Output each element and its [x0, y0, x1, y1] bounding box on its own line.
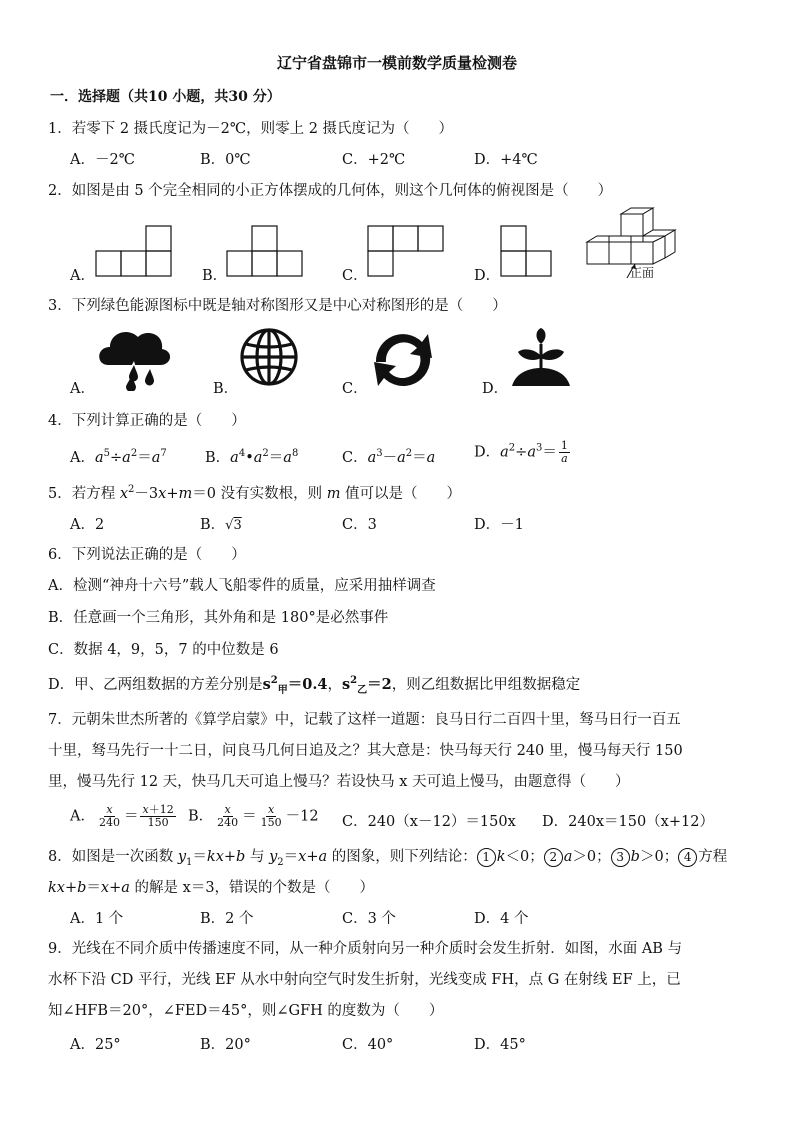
front-view-label: 正面 — [630, 266, 655, 280]
q2-figure-d — [500, 225, 556, 277]
q1-option-d[interactable]: D．+4℃ — [474, 152, 538, 168]
question-6: 6．下列说法正确的是（ ） — [48, 547, 246, 563]
q5-option-b[interactable]: B．√3 — [200, 517, 242, 533]
q2-figure-a — [95, 225, 175, 277]
q9-line-1: 9．光线在不同介质中传播速度不同，从一种介质射向另一种介质时会发生折射．如图，水面 AB 与 — [48, 941, 683, 957]
q3-option-c[interactable]: C． — [342, 381, 368, 397]
q9-option-b[interactable]: B．20° — [200, 1037, 251, 1053]
q8-option-d[interactable]: D．4 个 — [474, 911, 529, 927]
q7-line-1: 7．元朝朱世杰所著的《算学启蒙》中，记载了这样一道题：良马日行二百四十里，驽马日行一百五 — [48, 712, 681, 728]
q6-option-b[interactable]: B．任意画一个三角形，其外角和是 180°是必然事件 — [48, 610, 389, 626]
q9-line-2: 水杯下沿 CD 平行，光线 EF 从水中射向空气时发生折射，光线变成 FH，点 G 在射线 EF 上，已 — [48, 972, 681, 988]
q7-line-3: 里，慢马先行 12 天，快马几天可追上慢马？若设快马 x 天可追上慢马，由题意得（ ） — [48, 774, 630, 790]
question-7 — [48, 705, 748, 798]
question-2: 2．如图是由 5 个完全相同的小正方体摆成的几何体，则这个几何体的俯视图是（ ） — [48, 183, 613, 199]
q9-line-3: 知∠HFB＝20°，∠FED＝45°，则∠GFH 的度数为（ ） — [48, 1003, 444, 1019]
q1-option-c[interactable]: C．+2℃ — [342, 152, 406, 168]
q8-option-b[interactable]: B．2 个 — [200, 911, 254, 927]
question-1: 1．若零下 2 摄氏度记为－2℃，则零上 2 摄氏度记为（ ） — [48, 121, 454, 137]
q4-option-a[interactable]: A．$a^5\div a^2=a^7$ — [70, 448, 167, 466]
q4-option-d[interactable]: D．$a^2\div a^3=$ $\frac{1}{a}$ — [474, 439, 568, 465]
q2-figure-c — [367, 225, 447, 277]
question-4: 4．下列计算正确的是（ ） — [48, 413, 246, 429]
q9-option-a[interactable]: A．25° — [70, 1037, 121, 1053]
q4-option-c[interactable]: C．$a^3-a^2=a$ — [342, 448, 436, 466]
question-3: 3．下列绿色能源图标中既是轴对称图形又是中心对称图形的是（ ） — [48, 298, 507, 314]
q8-option-c[interactable]: C．3 个 — [342, 911, 396, 927]
q7-option-b[interactable]: B． $\frac{x}{240}$ ＝ $\frac{x}{150}$ －12 — [188, 803, 319, 829]
q3-option-a[interactable]: A． — [70, 381, 95, 397]
q6-option-d[interactable]: D．甲、乙两组数据的方差分别是$s^2_甲=0.4$，$s^2_乙=2$，则乙组数据比甲组数据稳定 — [48, 675, 581, 696]
q7-option-a[interactable]: A． $\frac{x}{240}$ ＝ $\frac{x+12}{150}$ — [70, 803, 174, 829]
q4-option-b[interactable]: B．$a^4•a^2=a^8$ — [205, 448, 299, 466]
q2-option-b[interactable]: B． — [202, 268, 228, 284]
q8-option-a[interactable]: A．1 个 — [70, 911, 124, 927]
q6-option-c[interactable]: C．数据 4，9，5，7 的中位数是 6 — [48, 642, 279, 658]
question-5: 5．若方程 $x^2-3x+m=0$ 没有实数根，则 m 值可以是（ ） — [48, 484, 462, 502]
q1-option-a[interactable]: A．－2℃ — [70, 152, 135, 168]
q3-option-b[interactable]: B． — [213, 381, 239, 397]
q7-line-2: 十里，驽马先行一十二日，问良马几何日追及之？其大意是：快马每天行 240 里，慢马每天行 150 — [48, 743, 683, 759]
question-8-line-2: kx+b＝x+a 的解是 x＝3，错误的个数是（ ） — [48, 880, 375, 896]
q9-option-c[interactable]: C．40° — [342, 1037, 394, 1053]
sprout-icon — [508, 328, 574, 390]
globe-icon — [238, 326, 300, 388]
q3-option-d[interactable]: D． — [482, 381, 509, 397]
q5-option-d[interactable]: D．－1 — [474, 517, 524, 533]
q9-option-d[interactable]: D．45° — [474, 1037, 526, 1053]
section-heading: 一．选择题（共10 小题，共30 分） — [50, 89, 281, 105]
recycle-arrows-icon — [366, 328, 440, 390]
cloud-rain-icon — [94, 325, 174, 391]
q2-option-c[interactable]: C． — [342, 268, 368, 284]
q2-option-a[interactable]: A． — [70, 268, 95, 284]
q2-option-d[interactable]: D． — [474, 268, 501, 284]
q1-option-b[interactable]: B．0℃ — [200, 152, 251, 168]
question-8: 8．如图是一次函数 $y_1=kx+b$ 与 $y_2=x+a$ 的图象，则下列结论： 1 k＜0； 2 a＞0； 3 b＞0； 4 方程 — [48, 849, 728, 868]
page-title: 辽宁省盘锦市一模前数学质量检测卷 — [276, 54, 517, 72]
question-9 — [48, 934, 748, 1027]
q6-option-a[interactable]: A．检测“神舟十六号”载人飞船零件的质量，应采用抽样调查 — [48, 578, 436, 594]
q5-option-a[interactable]: A．2 — [70, 517, 105, 533]
q7-option-c[interactable]: C．240（x－12）＝150x — [342, 814, 516, 830]
q7-option-d[interactable]: D．240x＝150（x+12） — [542, 814, 714, 830]
q5-option-c[interactable]: C．3 — [342, 517, 377, 533]
q2-figure-b — [226, 225, 306, 277]
